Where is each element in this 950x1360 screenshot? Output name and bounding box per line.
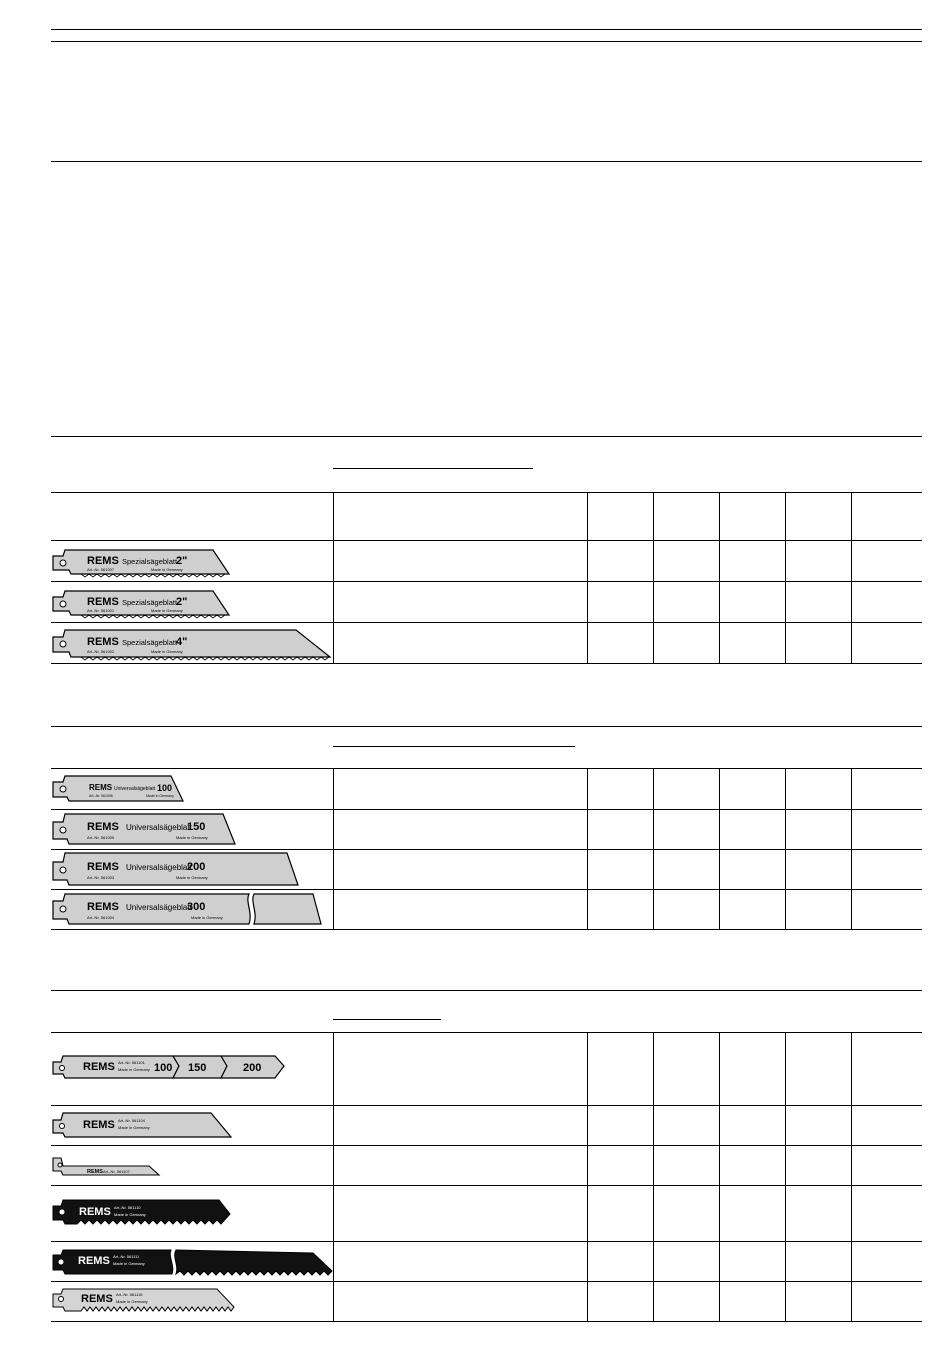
section1-col-divider: [587, 492, 588, 663]
blade-brand: REMS: [83, 1119, 115, 1131]
section1-row-rule: [51, 540, 922, 541]
blade-made-in: Made in Germany: [114, 1212, 146, 1217]
blade-art-number: Art.-Nr. 561111: [113, 1254, 140, 1259]
blade-name: Universalsägeblatt: [114, 786, 156, 792]
blade-art-number: Art.-Nr. 561115: [116, 1292, 143, 1297]
section1-col-divider: [333, 492, 334, 663]
blade-name: Spezialsägeblatt: [122, 638, 178, 647]
blade-made-in: Made in Germany: [146, 794, 174, 798]
blade-561101-100-150-200: [51, 1052, 287, 1082]
section1-col-divider: [653, 492, 654, 663]
blade-art-number: Art.-Nr. 561104: [118, 1118, 145, 1123]
intro-rule: [51, 161, 922, 162]
section2-col-divider: [719, 768, 720, 929]
blade-spezial-2-561007: [51, 544, 231, 580]
section3-col-divider: [587, 1032, 588, 1321]
blade-size: 300: [187, 901, 206, 913]
blade-made-in: Made in Germany: [151, 567, 183, 572]
section2-row-rule: [51, 849, 922, 850]
blade-size: 2": [176, 555, 188, 567]
blade-561107: [51, 1152, 163, 1178]
section2-col-divider: [785, 768, 786, 929]
section3-col-divider: [653, 1032, 654, 1321]
blade-art-number: Art.-Nr. 561002: [87, 649, 115, 654]
blade-art-number: Art.-Nr. 561005: [87, 835, 115, 840]
blade-size-150: 150: [188, 1062, 207, 1074]
blade-made-in: Made in Germany: [176, 875, 208, 880]
blade-size: 200: [187, 861, 206, 873]
section1-bottom-rule: [51, 663, 922, 664]
blade-561110: [51, 1196, 233, 1230]
blade-made-in: Made in Germany: [191, 915, 223, 920]
section3-row-rule: [51, 1185, 922, 1186]
section1-col-divider: [719, 492, 720, 663]
blade-brand: REMS: [83, 1061, 115, 1073]
section3-row-rule: [51, 1105, 922, 1106]
blade-art-number: Art.-Nr. 561001: [87, 608, 115, 613]
blade-brand: REMS: [89, 783, 113, 792]
blade-brand: REMS: [87, 636, 119, 648]
blade-made-in: Made in Germany: [176, 835, 208, 840]
section1-row-rule: [51, 622, 922, 623]
section2-row-rule: [51, 809, 922, 810]
blade-universal-100-561006: [51, 771, 186, 807]
blade-art-number: Art.-Nr. 561006: [89, 794, 113, 798]
section2-col-divider: [333, 768, 334, 929]
blade-size: 2": [176, 596, 188, 608]
blade-art-number: Art.-Nr. 561110: [114, 1205, 141, 1210]
top-rule: [51, 29, 922, 30]
blade-made-in: Made in Germany: [118, 1067, 150, 1072]
section1-col-divider: [851, 492, 852, 663]
blade-size: 4": [176, 636, 188, 648]
blade-art-number: Art.-Nr. 561003: [87, 875, 115, 880]
blade-made-in: Made in Germany: [151, 608, 183, 613]
blade-brand: REMS: [87, 821, 119, 833]
section3-top-rule: [51, 990, 922, 991]
section2-bottom-rule: [51, 929, 922, 930]
blade-561115: [51, 1286, 237, 1316]
blade-made-in: Made in Germany: [118, 1125, 150, 1130]
blade-brand: REMS: [78, 1255, 110, 1267]
section3-row-rule: [51, 1145, 922, 1146]
header-rule: [51, 41, 922, 42]
blade-brand: REMS: [79, 1206, 111, 1218]
blade-art-number: Art.-Nr. 561004: [87, 915, 115, 920]
blade-spezial-4-561002: [51, 625, 333, 663]
section3-col-divider: [851, 1032, 852, 1321]
blade-made-in: Made in Germany: [116, 1299, 148, 1304]
blade-art-number: Art.-Nr. 561007: [87, 567, 115, 572]
blade-brand: REMS: [81, 1293, 113, 1305]
blade-size-100: 100: [154, 1062, 173, 1074]
section3-row-rule: [51, 1032, 922, 1033]
section3-row-rule: [51, 1281, 922, 1282]
blade-brand: REMS: [87, 901, 119, 913]
section1-header-rule: [51, 492, 922, 493]
blade-size: 150: [187, 821, 206, 833]
blade-brand: REMS: [87, 861, 119, 873]
blade-561104: [51, 1110, 235, 1140]
blade-art-number: Art.-Nr. 561107: [103, 1169, 130, 1174]
section2-col-divider: [851, 768, 852, 929]
section3-heading-underline: [333, 1019, 441, 1020]
section2-col-divider: [587, 768, 588, 929]
blade-name: Universalsägeblatt: [126, 903, 192, 912]
blade-brand: REMS: [87, 1169, 103, 1175]
blade-brand: REMS: [87, 596, 119, 608]
blade-name: Spezialsägeblatt: [122, 598, 178, 607]
section3-col-divider: [785, 1032, 786, 1321]
section1-heading-underline: [333, 468, 533, 469]
blade-universal-150-561005: [51, 811, 237, 849]
section1-top-rule: [51, 436, 922, 437]
blade-561111: [51, 1247, 335, 1281]
blade-size-200: 200: [243, 1062, 262, 1074]
blade-name: Universalsägeblatt: [126, 823, 192, 832]
blade-spezial-2-561001: [51, 585, 231, 621]
section2-heading-underline: [333, 746, 575, 747]
section2-top-rule: [51, 726, 922, 727]
section1-row-rule: [51, 581, 922, 582]
blade-brand: REMS: [87, 555, 119, 567]
section3-col-divider: [719, 1032, 720, 1321]
blade-made-in: Made in Germany: [151, 649, 183, 654]
section2-col-divider: [653, 768, 654, 929]
section3-bottom-rule: [51, 1321, 922, 1322]
blade-name: Spezialsägeblatt: [122, 557, 178, 566]
section3-row-rule: [51, 1241, 922, 1242]
blade-universal-200-561003: [51, 851, 301, 889]
blade-art-number: Art.-Nr. 561101: [118, 1060, 145, 1065]
blade-name: Universalsägeblatt: [126, 863, 192, 872]
blade-made-in: Made in Germany: [113, 1261, 145, 1266]
section1-col-divider: [785, 492, 786, 663]
section2-row-rule: [51, 768, 922, 769]
blade-size: 100: [157, 783, 173, 793]
blade-universal-300-561004: [51, 890, 323, 928]
